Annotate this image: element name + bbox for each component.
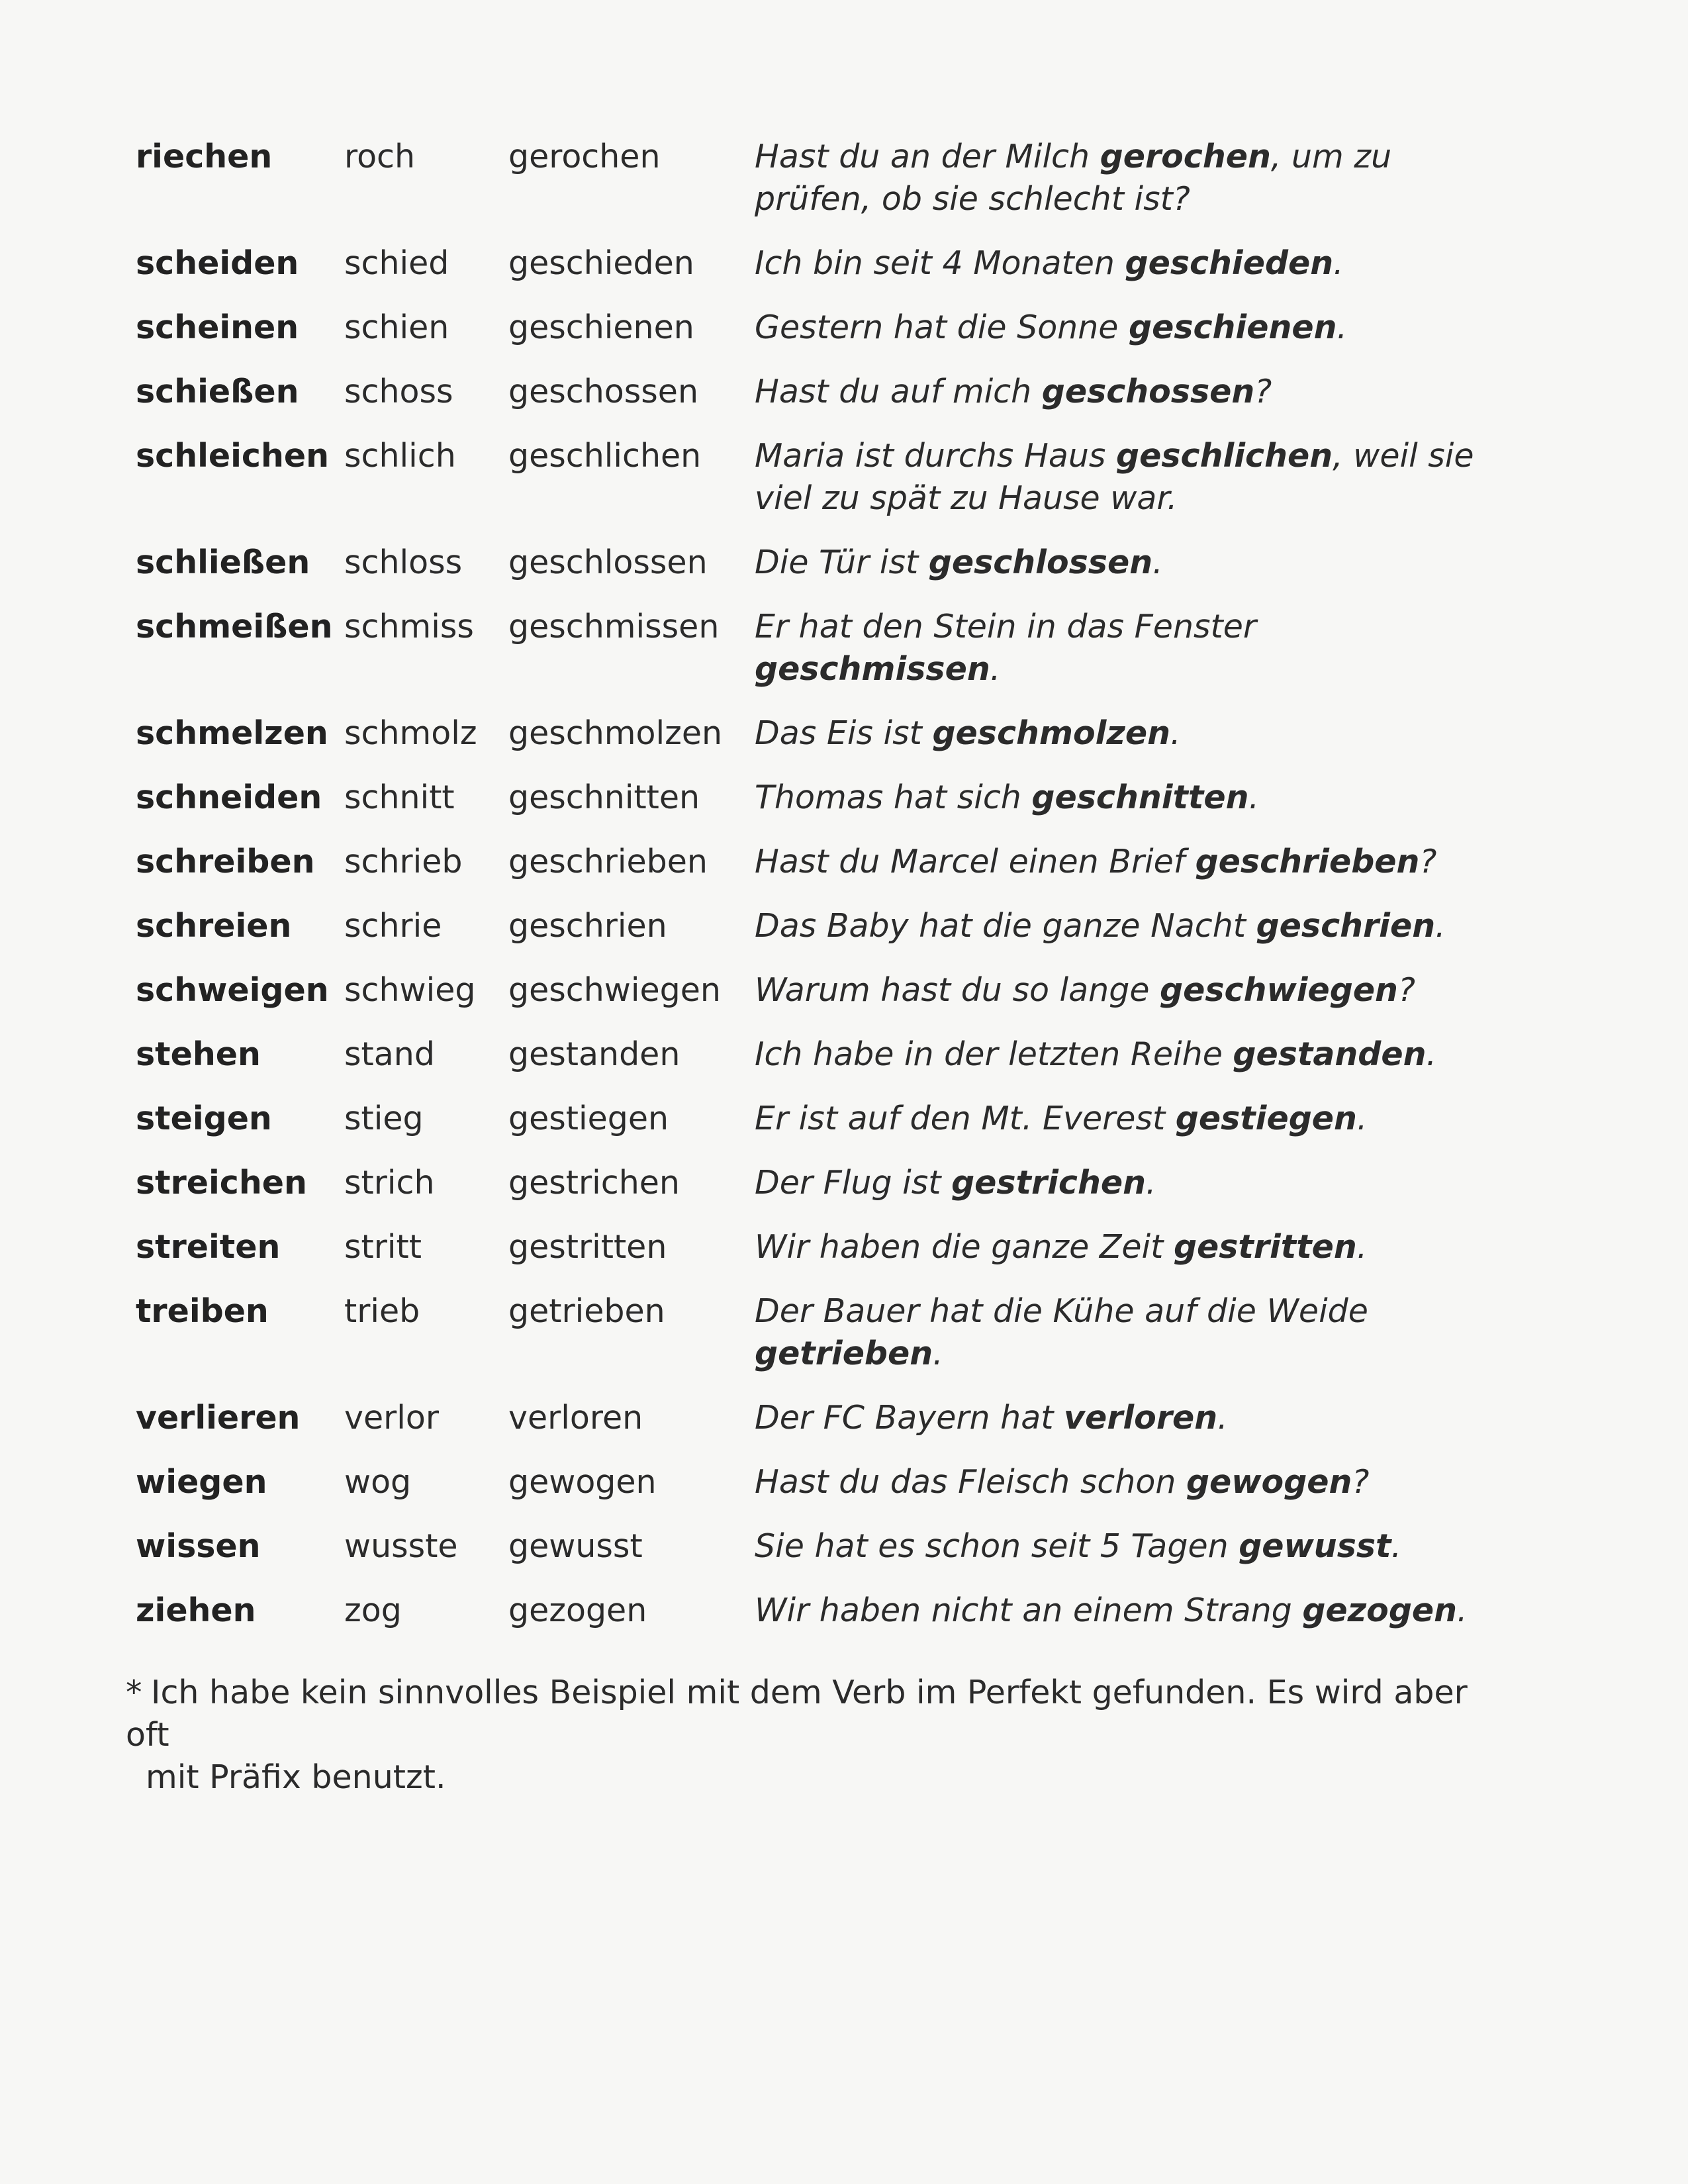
example-text-before: Thomas hat sich <box>755 779 1032 816</box>
partizip-cell: geschienen <box>508 309 694 346</box>
example-participle-bold: gestrichen <box>951 1164 1146 1202</box>
footnote-asterisk: * <box>126 1674 142 1711</box>
verb-row <box>136 242 1499 307</box>
example-participle-bold: gewogen <box>1186 1463 1352 1501</box>
verb-row <box>136 1033 1499 1098</box>
praeteritum-cell: schien <box>344 309 449 346</box>
verb-row <box>136 969 1499 1033</box>
verb-row <box>136 542 1499 606</box>
praeteritum-cell: schrieb <box>344 843 463 880</box>
praeteritum-cell: zog <box>344 1591 402 1629</box>
example-text-before: Das Eis ist <box>755 714 933 752</box>
example-participle-bold: geschlossen <box>928 544 1153 581</box>
example-sentence-cell <box>755 777 1499 841</box>
infinitive-cell: schweigen <box>136 971 329 1009</box>
praeteritum-cell: schied <box>344 244 449 282</box>
example-text-before: Der Bauer hat die Kühe auf die Weide <box>755 1292 1368 1330</box>
example-sentence-cell <box>755 1226 1499 1290</box>
partizip-cell: geschieden <box>508 244 694 282</box>
verb-row <box>136 1525 1499 1590</box>
example-sentence-cell <box>755 1461 1499 1525</box>
example-text-after: ? <box>1419 843 1437 880</box>
verb-row <box>136 841 1499 905</box>
example-participle-bold: getrieben <box>755 1335 933 1372</box>
partizip-cell: geschossen <box>508 373 699 410</box>
praeteritum-cell: stieg <box>344 1100 424 1137</box>
infinitive-cell: wissen <box>136 1527 261 1565</box>
infinitive-cell: schneiden <box>136 779 322 816</box>
praeteritum-cell: wusste <box>344 1527 458 1565</box>
example-participle-bold: gestanden <box>1233 1035 1427 1073</box>
verb-row <box>136 1461 1499 1525</box>
example-sentence-cell <box>755 969 1499 1033</box>
praeteritum-cell: wog <box>344 1463 412 1501</box>
example-text-before: Er ist auf den Mt. Everest <box>755 1100 1176 1137</box>
example-text-before: Hast du auf mich <box>755 373 1042 410</box>
partizip-cell: gestrichen <box>508 1164 680 1202</box>
example-participle-bold: gezogen <box>1302 1591 1458 1629</box>
example-sentence-cell <box>755 136 1499 242</box>
praeteritum-cell: stand <box>344 1035 435 1073</box>
praeteritum-cell: roch <box>344 138 416 175</box>
example-sentence-cell <box>755 307 1499 371</box>
example-text-after: . <box>1435 907 1446 945</box>
example-text-after: ? <box>1397 971 1415 1009</box>
example-sentence-cell <box>755 1525 1499 1590</box>
example-text-after: ? <box>1352 1463 1370 1501</box>
example-sentence-cell <box>755 606 1499 712</box>
example-sentence-cell <box>755 1397 1499 1461</box>
partizip-cell: geschwiegen <box>508 971 721 1009</box>
example-text-before: Die Tür ist <box>755 544 929 581</box>
infinitive-cell: streiten <box>136 1228 281 1266</box>
partizip-cell: gerochen <box>508 138 661 175</box>
partizip-cell: geschlichen <box>508 437 702 475</box>
verb-table-body <box>136 136 1499 1654</box>
partizip-cell: gezogen <box>508 1591 647 1629</box>
example-participle-bold: gewusst <box>1239 1527 1391 1565</box>
partizip-cell: geschlossen <box>508 544 708 581</box>
footnote-line-1: Ich habe kein sinnvolles Beispiel mit dem Verb im Perfekt gefunden. Es wird aber oft <box>126 1674 1468 1754</box>
example-text-after: . <box>1248 779 1260 816</box>
verb-table <box>136 136 1499 1654</box>
infinitive-cell: streichen <box>136 1164 307 1202</box>
example-participle-bold: geschmissen <box>755 650 990 688</box>
example-text-after: . <box>1391 1527 1402 1565</box>
infinitive-cell: stehen <box>136 1035 261 1073</box>
partizip-cell: gewogen <box>508 1463 657 1501</box>
infinitive-cell: verlieren <box>136 1399 301 1437</box>
praeteritum-cell: schnitt <box>344 779 455 816</box>
praeteritum-cell: schloss <box>344 544 463 581</box>
example-sentence-cell <box>755 242 1499 307</box>
partizip-cell: geschnitten <box>508 779 700 816</box>
example-text-before: Hast du Marcel einen Brief <box>755 843 1196 880</box>
example-text-after: . <box>1356 1228 1368 1266</box>
verb-row <box>136 1290 1499 1397</box>
example-text-before: Ich habe in der letzten Reihe <box>755 1035 1233 1073</box>
praeteritum-cell: schrie <box>344 907 442 945</box>
example-text-before: Das Baby hat die ganze Nacht <box>755 907 1256 945</box>
praeteritum-cell: schmiss <box>344 608 474 645</box>
example-text-after: ? <box>1254 373 1272 410</box>
example-participle-bold: gestiegen <box>1175 1100 1357 1137</box>
example-text-after: . <box>1426 1035 1437 1073</box>
example-text-before: Wir haben die ganze Zeit <box>755 1228 1174 1266</box>
praeteritum-cell: trieb <box>344 1292 420 1330</box>
partizip-cell: geschmolzen <box>508 714 723 752</box>
example-text-after: . <box>1457 1591 1468 1629</box>
example-text-after: . <box>990 650 1001 688</box>
example-text-before: Gestern hat die Sonne <box>755 309 1129 346</box>
verb-row <box>136 136 1499 242</box>
example-text-before: Hast du das Fleisch schon <box>755 1463 1186 1501</box>
infinitive-cell: schmeißen <box>136 608 333 645</box>
verb-row <box>136 1098 1499 1162</box>
infinitive-cell: steigen <box>136 1100 272 1137</box>
example-participle-bold: geschieden <box>1125 244 1334 282</box>
infinitive-cell: schießen <box>136 373 299 410</box>
example-sentence-cell <box>755 371 1499 435</box>
example-text-before: Der Flug ist <box>755 1164 952 1202</box>
example-text-after: . <box>1217 1399 1228 1437</box>
example-text-after: . <box>1356 1100 1368 1137</box>
verb-row <box>136 905 1499 969</box>
example-text-before: Hast du an der Milch <box>755 138 1100 175</box>
example-text-before: Er hat den Stein in das Fenster <box>755 608 1257 645</box>
example-sentence-cell <box>755 1033 1499 1098</box>
example-text-after: . <box>1145 1164 1156 1202</box>
praeteritum-cell: strich <box>344 1164 435 1202</box>
infinitive-cell: schreiben <box>136 843 315 880</box>
example-text-before: Maria ist durchs Haus <box>755 437 1117 475</box>
verb-row <box>136 307 1499 371</box>
verb-row <box>136 371 1499 435</box>
example-sentence-cell <box>755 435 1499 542</box>
example-text-before: Wir haben nicht an einem Strang <box>755 1591 1303 1629</box>
example-text-after: . <box>1170 714 1181 752</box>
verb-row <box>136 1162 1499 1226</box>
example-participle-bold: geschlichen <box>1116 437 1333 475</box>
example-participle-bold: geschrieben <box>1195 843 1420 880</box>
verb-row <box>136 606 1499 712</box>
verb-row <box>136 1590 1499 1654</box>
verb-row <box>136 712 1499 777</box>
infinitive-cell: schmelzen <box>136 714 328 752</box>
praeteritum-cell: stritt <box>344 1228 422 1266</box>
example-text-after: . <box>1336 309 1348 346</box>
partizip-cell: verloren <box>508 1399 643 1437</box>
infinitive-cell: ziehen <box>136 1591 256 1629</box>
partizip-cell: gestritten <box>508 1228 667 1266</box>
verb-row <box>136 435 1499 542</box>
praeteritum-cell: verlor <box>344 1399 440 1437</box>
praeteritum-cell: schoss <box>344 373 453 410</box>
example-text-after: , um zu prüfen, ob sie schlecht ist? <box>755 138 1392 218</box>
example-text-before: Ich bin seit 4 Monaten <box>755 244 1125 282</box>
footnote <box>126 1672 1516 1799</box>
verb-row <box>136 777 1499 841</box>
footnote-line-2: mit Präfix benutzt. <box>146 1758 446 1796</box>
example-text-after: . <box>1333 244 1344 282</box>
example-participle-bold: geschmolzen <box>932 714 1171 752</box>
infinitive-cell: schließen <box>136 544 310 581</box>
example-participle-bold: geschnitten <box>1031 779 1249 816</box>
example-participle-bold: geschrien <box>1256 907 1436 945</box>
example-sentence-cell <box>755 712 1499 777</box>
praeteritum-cell: schmolz <box>344 714 477 752</box>
partizip-cell: gestiegen <box>508 1100 669 1137</box>
example-sentence-cell <box>755 542 1499 606</box>
infinitive-cell: schreien <box>136 907 292 945</box>
infinitive-cell: treiben <box>136 1292 269 1330</box>
infinitive-cell: scheinen <box>136 309 299 346</box>
partizip-cell: geschrien <box>508 907 667 945</box>
example-sentence-cell <box>755 1098 1499 1162</box>
example-text-after: , weil sie viel zu spät zu Hause war. <box>755 437 1474 517</box>
example-text-before: Der FC Bayern hat <box>755 1399 1064 1437</box>
example-participle-bold: gerochen <box>1100 138 1271 175</box>
praeteritum-cell: schwieg <box>344 971 476 1009</box>
example-participle-bold: gestritten <box>1173 1228 1357 1266</box>
partizip-cell: gewusst <box>508 1527 643 1565</box>
verb-row <box>136 1226 1499 1290</box>
partizip-cell: geschrieben <box>508 843 708 880</box>
example-participle-bold: verloren <box>1064 1399 1218 1437</box>
example-sentence-cell <box>755 841 1499 905</box>
infinitive-cell: schleichen <box>136 437 329 475</box>
example-participle-bold: geschienen <box>1129 309 1337 346</box>
infinitive-cell: wiegen <box>136 1463 267 1501</box>
example-text-after: . <box>1152 544 1163 581</box>
example-participle-bold: geschossen <box>1041 373 1255 410</box>
example-participle-bold: geschwiegen <box>1160 971 1398 1009</box>
partizip-cell: geschmissen <box>508 608 720 645</box>
example-text-before: Sie hat es schon seit 5 Tagen <box>755 1527 1239 1565</box>
praeteritum-cell: schlich <box>344 437 456 475</box>
partizip-cell: getrieben <box>508 1292 665 1330</box>
infinitive-cell: riechen <box>136 138 273 175</box>
partizip-cell: gestanden <box>508 1035 680 1073</box>
example-sentence-cell <box>755 1162 1499 1226</box>
example-text-before: Warum hast du so lange <box>755 971 1160 1009</box>
example-sentence-cell <box>755 905 1499 969</box>
example-sentence-cell <box>755 1290 1499 1397</box>
example-sentence-cell <box>755 1590 1499 1654</box>
verb-row <box>136 1397 1499 1461</box>
example-text-after: . <box>933 1335 943 1372</box>
infinitive-cell: scheiden <box>136 244 299 282</box>
